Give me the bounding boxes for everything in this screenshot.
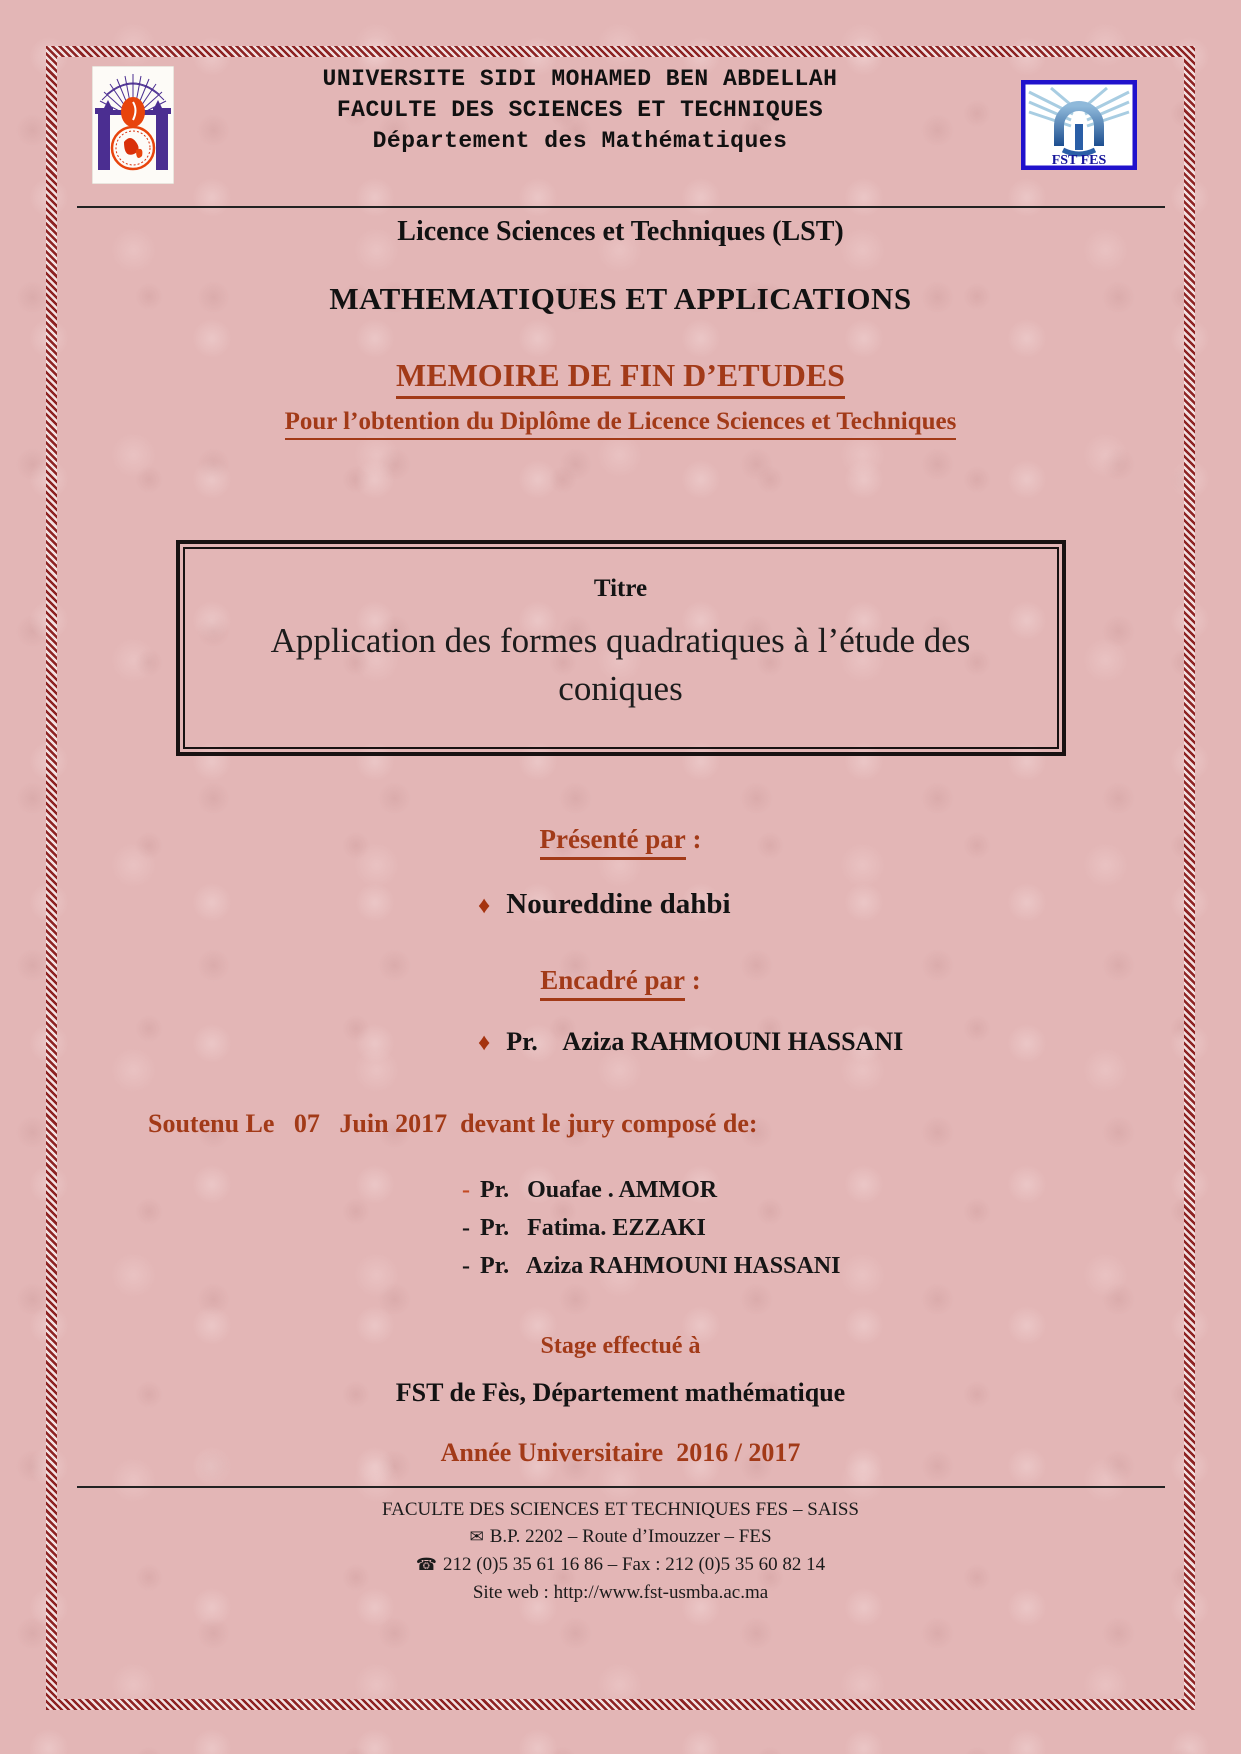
candidate-line (478, 888, 1181, 921)
purpose-text: Pour l’obtention du Diplôme de Licence Sciences et Techniques (285, 408, 957, 440)
jury-dash: - (462, 1215, 470, 1241)
title-label: Titre (593, 575, 648, 602)
footer-address-line (60, 1523, 1181, 1551)
telephone-icon: ☎ (415, 1555, 438, 1575)
footer-phone-line (60, 1551, 1181, 1579)
footer (60, 1496, 1181, 1606)
footer-separator-line (77, 1486, 1165, 1488)
jury-member-name: Pr. Ouafae . AMMOR (480, 1177, 718, 1203)
jury-member-name: Pr. Aziza RAHMOUNI HASSANI (480, 1253, 841, 1279)
academic-year: Année Universitaire 2016 / 2017 (440, 1438, 801, 1467)
diamond-bullet-icon: ♦ (478, 1030, 491, 1056)
internship-heading: Stage effectué à (540, 1333, 701, 1359)
jury-member-name: Pr. Fatima. EZZAKI (480, 1215, 706, 1241)
envelope-icon: ✉ (469, 1527, 484, 1547)
header-separator-line (77, 206, 1165, 208)
candidate-name: Noureddine dahbi (506, 888, 731, 920)
program-title: Licence Sciences et Techniques (LST) (397, 216, 844, 247)
supervised-by-heading (60, 965, 1181, 1001)
header (60, 64, 1181, 194)
presented-by-text: Présenté par (540, 824, 686, 860)
cover-page (60, 58, 1181, 1696)
thesis-title-box-inner (183, 547, 1059, 749)
jury-member (462, 1171, 1181, 1209)
jury-dash: - (462, 1253, 470, 1279)
diamond-bullet-icon: ♦ (478, 893, 491, 919)
supervised-by-text: Encadré par (540, 965, 685, 1001)
fst-fes-logo-label: FST FES (1051, 153, 1107, 168)
footer-website-line: Site web : http://www.fst-usmba.ac.ma (472, 1582, 769, 1603)
supervised-by-colon: : (685, 965, 701, 995)
supervisor-name: Pr. Aziza RAHMOUNI HASSANI (506, 1027, 904, 1056)
supervisor-line (478, 1027, 1181, 1057)
university-seal-logo (92, 66, 174, 189)
defense-line: Soutenu Le 07 Juin 2017 devant le jury composé de: (148, 1109, 758, 1138)
document-type-text: MEMOIRE DE FIN D’ETUDES (396, 357, 845, 399)
institution-header (210, 64, 950, 157)
fst-fes-logo (1021, 80, 1137, 175)
speciality-title: MATHEMATIQUES ET APPLICATIONS (329, 281, 912, 316)
internship-location: FST de Fès, Département mathématique (395, 1378, 846, 1407)
department-name: Département des Mathématiques (372, 128, 788, 154)
jury-member (462, 1247, 1181, 1285)
university-name: UNIVERSITE SIDI MOHAMED BEN ABDELLAH (322, 66, 838, 92)
footer-phone-text: 212 (0)5 35 61 16 86 – Fax : 212 (0)5 35 60 82 14 (443, 1554, 826, 1575)
document-type-heading (60, 357, 1181, 399)
presented-by-colon: : (685, 824, 702, 854)
jury-list (462, 1171, 1181, 1285)
purpose-line (60, 408, 1181, 440)
footer-faculty-line: FACULTE DES SCIENCES ET TECHNIQUES FES – SAISS (381, 1499, 859, 1520)
footer-address-text: B.P. 2202 – Route d’Imouzzer – FES (489, 1526, 772, 1547)
faculty-name: FACULTE DES SCIENCES ET TECHNIQUES (336, 97, 824, 123)
jury-dash: - (462, 1177, 470, 1203)
thesis-title: Application des formes quadratiques à l’étude des coniques (270, 621, 971, 708)
presented-by-heading (60, 824, 1181, 860)
jury-member (462, 1209, 1181, 1247)
thesis-title-box (176, 540, 1066, 756)
